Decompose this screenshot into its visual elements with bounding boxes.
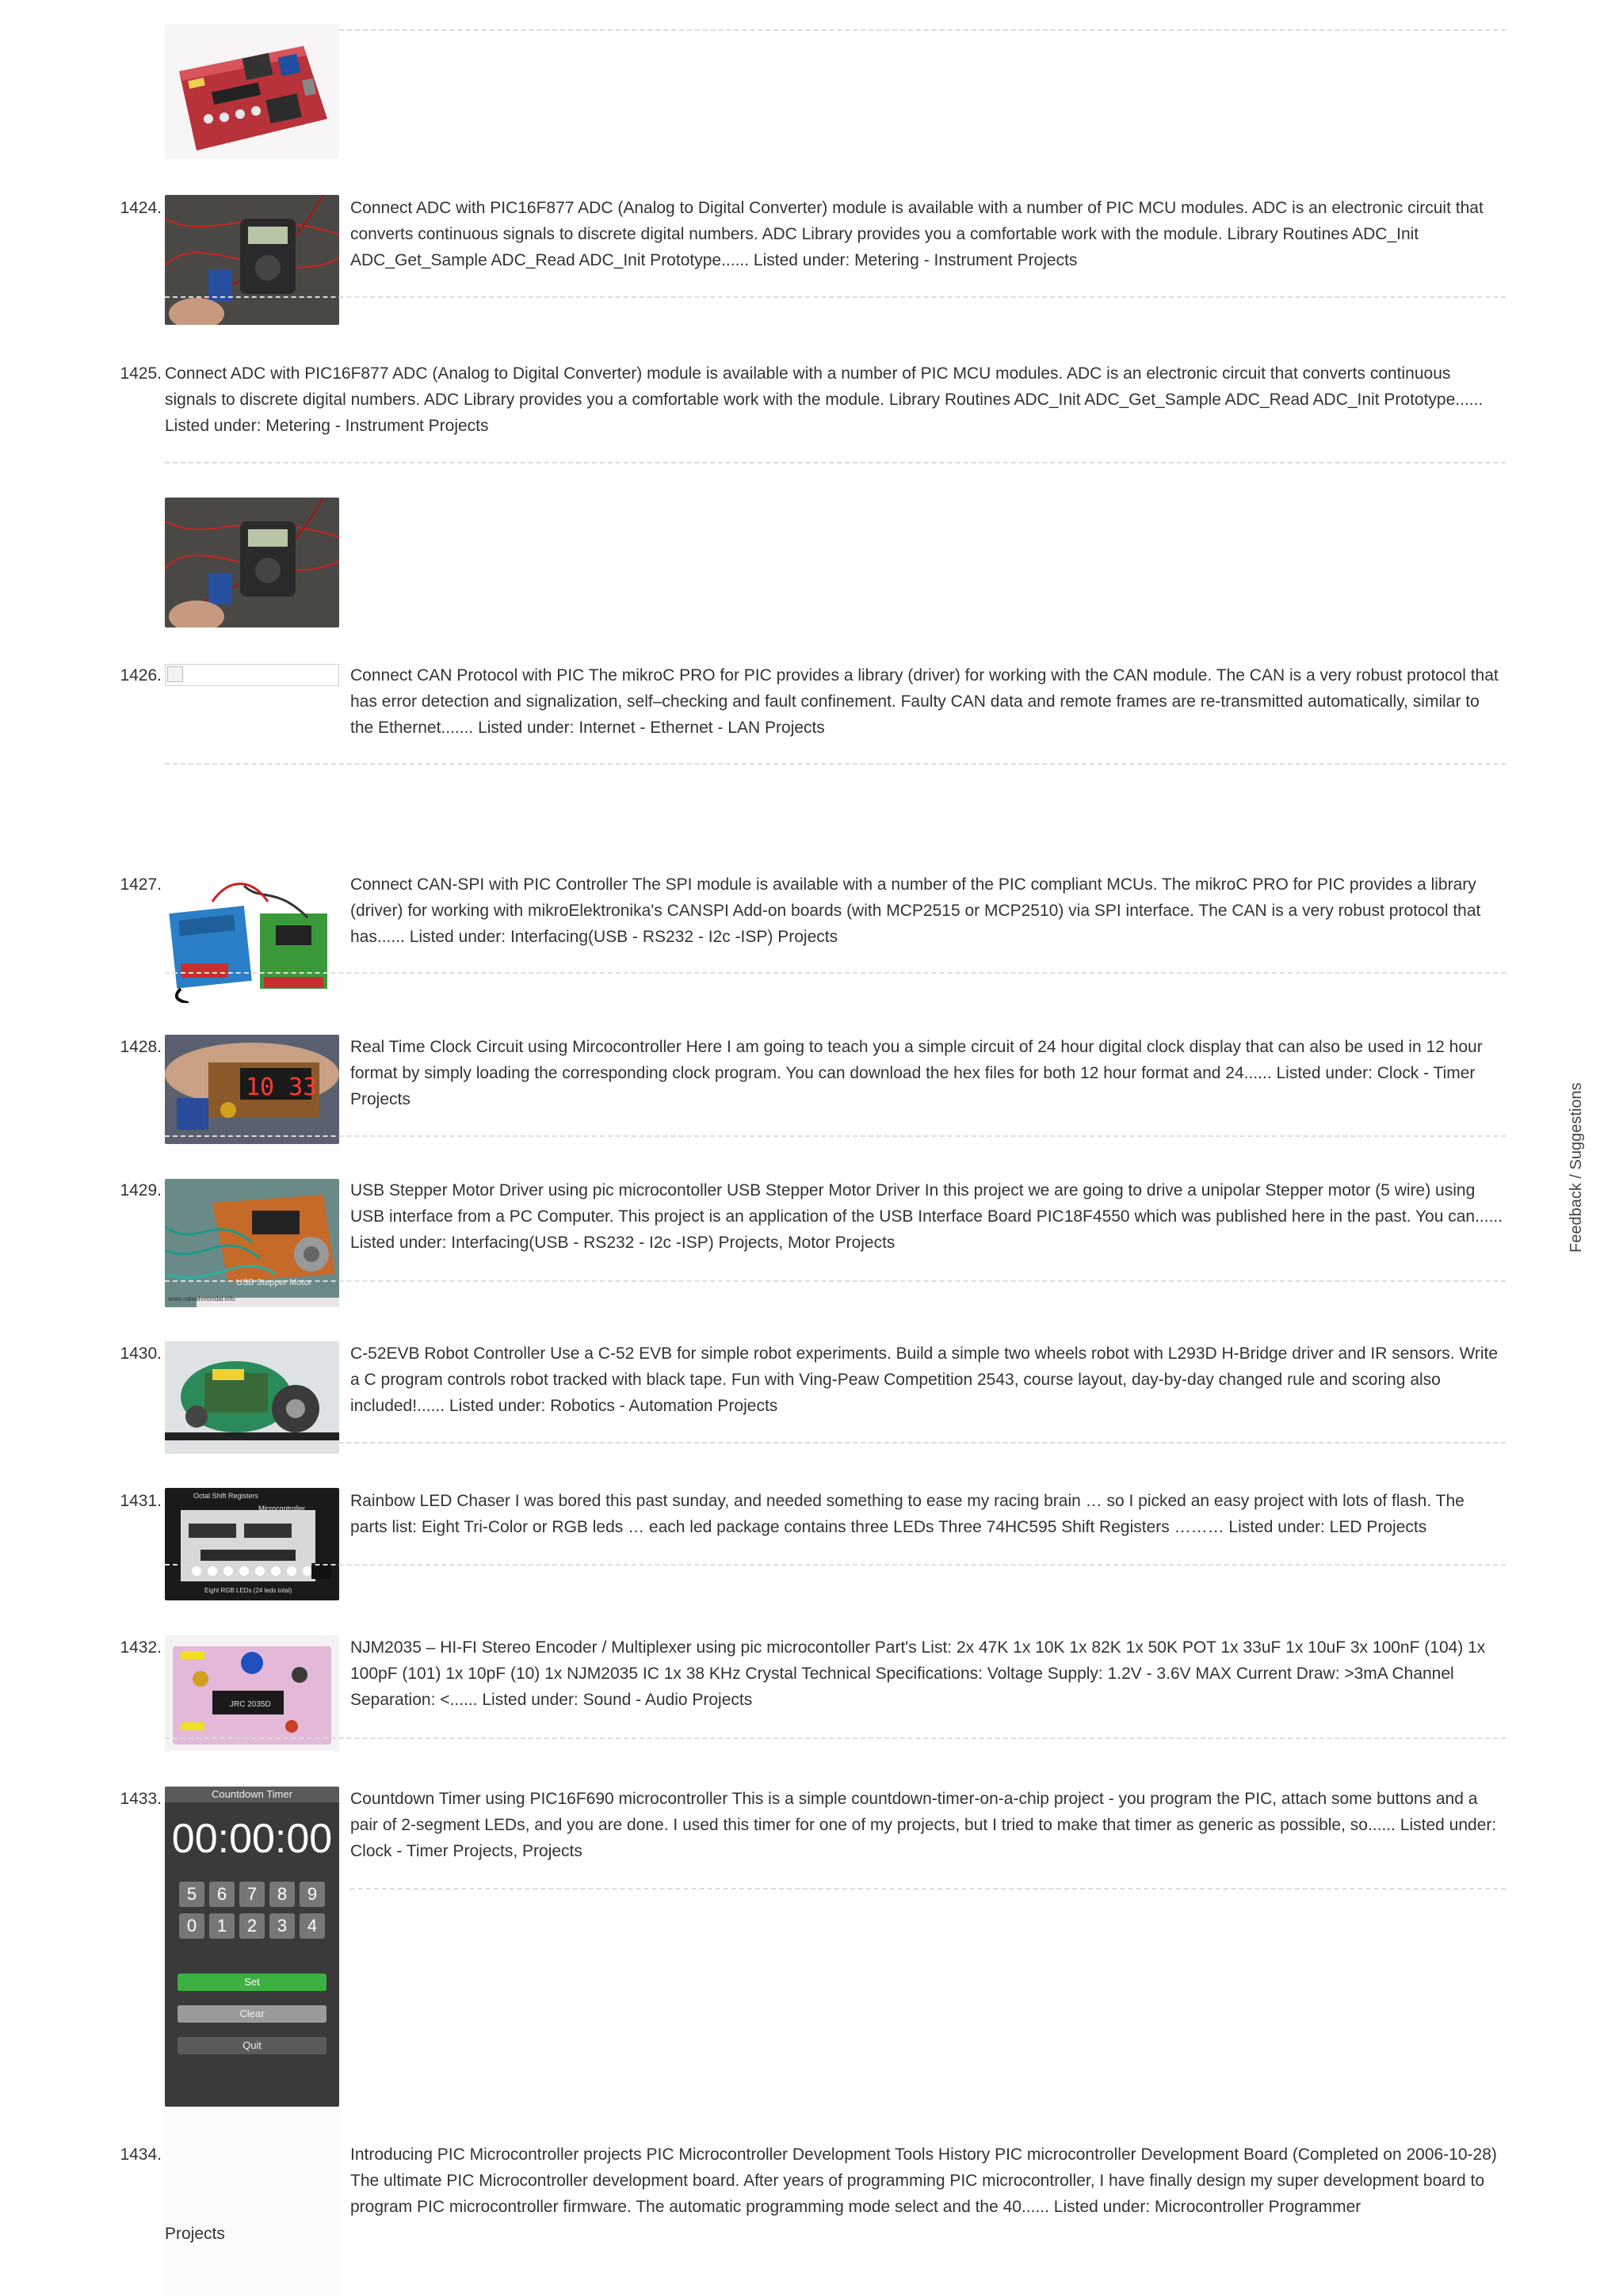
item-description: Connect ADC with PIC16F877 ADC (Analog to Digital Converter) module is available with a number of PIC MCU modules. ADC is an electronic circuit that converts continuous signals to discrete digital numbers. ADC Library provides you a comfortable work with the module. Library Routines ADC_Init ADC_Get_Sample ADC_Read ADC_Init Prototype...... Listed under: Metering - Instrument Projects — [350, 199, 1484, 269]
can-spi-boards-thumbnail[interactable] — [165, 870, 339, 1003]
digit-key: 6 — [209, 1882, 235, 1907]
multimeter-thumbnail[interactable] — [165, 498, 339, 627]
separator — [165, 1135, 1506, 1137]
separator — [165, 972, 1506, 974]
thumb-site: www.rakeshmondal.info — [168, 1295, 235, 1302]
separator — [165, 1442, 1506, 1444]
usb-stepper-thumbnail[interactable] — [165, 1179, 339, 1307]
item-description: Connect ADC with PIC16F877 ADC (Analog to Digital Converter) module is available with a number of PIC MCU modules. ADC is an electronic circuit that converts continuous signals to discrete digital numbers. ADC Library provides you a comfortable work with the module. Library Routines ADC_Init ADC_Get_Sample ADC_Read ADC_Init Prototype...... Listed under: Metering - Instrument Projects — [165, 364, 1484, 435]
item-number: 1424. — [120, 199, 162, 217]
timer-keypad-row — [165, 1913, 339, 1939]
item-description: Connect CAN-SPI with PIC Controller The SPI module is available with a number of the PIC compliant MCUs. The mikroC PRO for PIC provides a library (driver) for working with mikroElektronika's CANSPI Add-on boards (with MCP2515 or MCP2510) via SPI interface. The CAN is a very robust protocol that has...... Listed under: Interfacing(USB - RS232 - I2c -ISP) Projects — [350, 875, 1481, 946]
item-description: Introducing PIC Microcontroller projects PIC Microcontroller Development Tools History PIC microcontroller Development Board (Completed on 2006-10-28) The ultimate PIC Microcontroller development board. After years of programming PIC microcontroller, I have finally design my super development board to program PIC microcontroller firmware. The automatic programming mode select and the 40...... Listed under: Microcontroller Programmer — [350, 2145, 1497, 2216]
clock-circuit-thumbnail[interactable] — [165, 1035, 339, 1144]
item-description: NJM2035 – HI-FI Stereo Encoder / Multiplexer using pic microcontoller Part's List: 2x 47K 1x 10K 1x 82K 1x 50K POT 1x 33uF 1x 10uF 3x 100nF (104) 1x 100pF (101) 1x 10pF (10) 1x NJM2035 IC 1x 38 KHz Crystal Technical Specifications: Voltage Supply: 1.2V - 3.6V MAX Current Draw: >3mA Channel Separation: <...... Listed under: Sound - Audio Projects — [350, 1638, 1486, 1709]
digit-key: 3 — [269, 1913, 295, 1939]
timer-display: 00:00:00 — [171, 1816, 333, 1862]
feedback-suggestions-tab[interactable]: Feedback / Suggestions — [1568, 1082, 1585, 1253]
separator — [350, 1888, 1506, 1890]
robot-thumbnail[interactable] — [165, 1341, 339, 1454]
timer-clear-button: Clear — [178, 2005, 327, 2023]
countdown-timer-thumbnail[interactable] — [165, 1787, 339, 2107]
timer-set-button: Set — [178, 1974, 327, 1991]
svg-text:10 33: 10 33 — [246, 1074, 318, 1101]
item-description: Rainbow LED Chaser I was bored this past sunday, and needed something to ease my racing brain … so I picked an easy project with lots of flash. The parts list: Eight Tri-Color or RGB leds … each led package contains three LEDs Three 74HC595 Shift Registers ……… Listed under: LED Projects — [350, 1492, 1465, 1536]
item-number: 1431. — [120, 1492, 162, 1510]
item-number: 1434. — [120, 2145, 162, 2164]
timer-title: Countdown Timer — [165, 1787, 339, 1802]
separator — [165, 1564, 1506, 1566]
digit-key: 7 — [239, 1882, 265, 1907]
thumb-chip-label: JRC 2035D — [230, 1700, 271, 1709]
thumb-caption-mid: Microcontroller — [258, 1505, 306, 1512]
timer-quit-button: Quit — [178, 2037, 327, 2054]
item-number: 1433. — [120, 1790, 162, 1808]
item-number: 1425. — [120, 364, 162, 383]
thumb-caption-top: Octal Shift Registers — [193, 1492, 259, 1500]
digit-key: 1 — [209, 1913, 235, 1939]
separator — [339, 29, 1506, 31]
timer-keypad-row — [165, 1882, 339, 1907]
item-description: USB Stepper Motor Driver using pic microcontoller USB Stepper Motor Driver In this project we are going to drive a unipolar Stepper motor (5 wire) using USB interface from a PC Computer. This project is an application of the USB Interface Board PIC18F4550 which was published here in the past. You can...... Listed under: Interfacing(USB - RS232 - I2c -ISP) Projects, Motor Projects — [350, 1181, 1503, 1252]
item-number: 1432. — [120, 1638, 162, 1657]
separator — [165, 462, 1506, 463]
thumb-caption: USB Stepper Motor — [236, 1278, 312, 1287]
thumb-caption-bottom: Eight RGB LEDs (24 leds total) — [204, 1587, 292, 1594]
item-description: Real Time Clock Circuit using Mircocontroller Here I am going to teach you a simple circuit of 24 hour digital clock display that can also be used in 12 hour format by simply loading the corresponding clock program. You can download the hex files for both 12 hour format and 24...... Listed under: Clock - Timer Projects — [350, 1038, 1483, 1108]
separator — [165, 296, 1506, 298]
item-number: 1430. — [120, 1344, 162, 1363]
item-description-tail: Projects — [165, 2225, 225, 2243]
digit-key: 2 — [239, 1913, 265, 1939]
separator — [165, 763, 1506, 765]
separator — [165, 1280, 1506, 1282]
item-number: 1427. — [120, 875, 162, 894]
item-number: 1429. — [120, 1181, 162, 1199]
digit-key: 5 — [179, 1882, 204, 1907]
item-description: C-52EVB Robot Controller Use a C-52 EVB for simple robot experiments. Build a simple two wheels robot with L293D H-Bridge driver and IR sensors. Write a C program controls robot tracked with black tape. Fun with Ving-Peaw Competition 2543, course layout, day-by-day changed rule and scoring also included!...... Listed under: Robotics - Automation Projects — [350, 1344, 1499, 1415]
multimeter-thumbnail[interactable] — [165, 195, 339, 325]
digit-key: 8 — [269, 1882, 295, 1907]
broken-image-icon[interactable] — [165, 664, 339, 686]
digit-key: 9 — [300, 1882, 325, 1907]
item-number: 1426. — [120, 666, 162, 685]
item-description: Connect CAN Protocol with PIC The mikroC PRO for PIC provides a library (driver) for working with the CAN module. The CAN is a very robust protocol that has error detection and signalization, self–checking and fault confinement. Faulty CAN data and remote frames are re-transmitted automatically, similar to the Ethernet....... Listed under: Internet - Ethernet - LAN Projects — [350, 666, 1499, 737]
digit-key: 4 — [300, 1913, 325, 1939]
rainbow-led-thumbnail[interactable] — [165, 1488, 339, 1600]
stereo-encoder-thumbnail[interactable] — [165, 1635, 339, 1751]
item-description: Countdown Timer using PIC16F690 microcontroller This is a simple countdown-timer-on-a-chip project - you program the PIC, attach some buttons and a pair of 2-segment LEDs, and you are done. I used this timer for one of my projects, but I tried to make that timer as generic as possible, so...... Listed under: Clock - Timer Projects, Projects — [350, 1790, 1497, 1860]
dev-board-thumbnail[interactable] — [165, 24, 339, 158]
item-number: 1428. — [120, 1038, 162, 1056]
digit-key: 0 — [179, 1913, 204, 1939]
separator — [165, 1737, 1506, 1739]
